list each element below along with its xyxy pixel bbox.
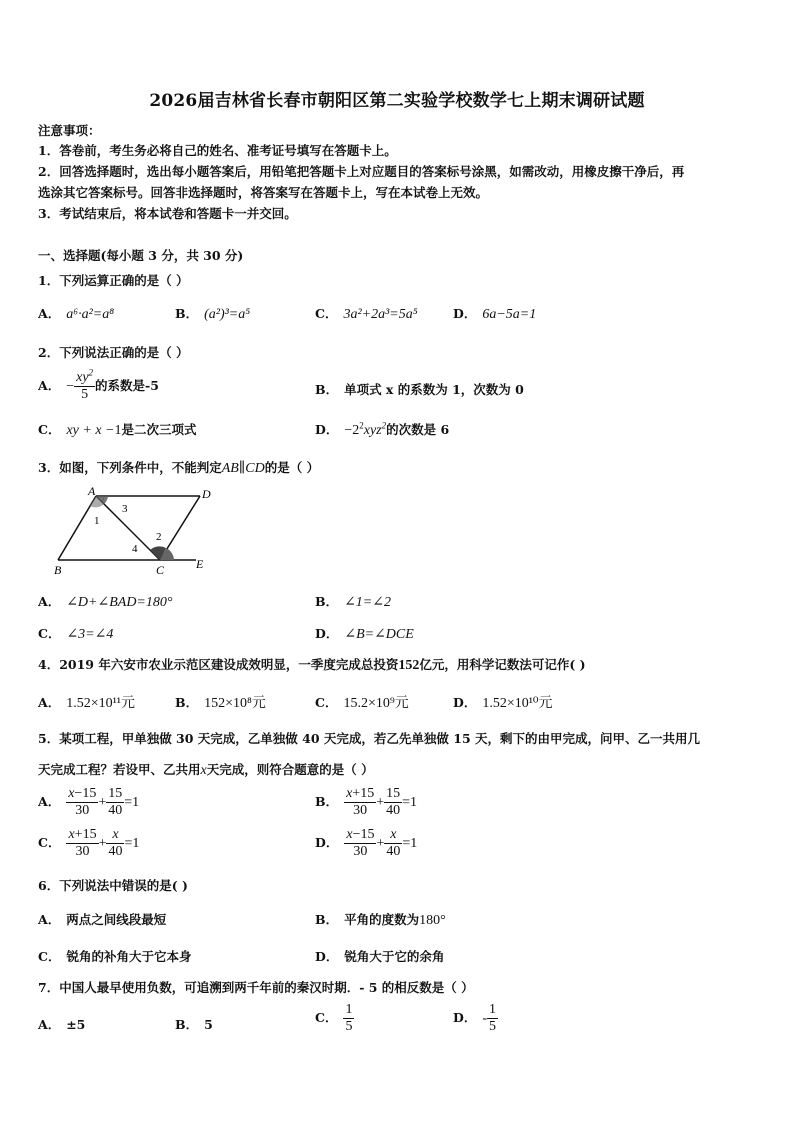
question-5-option-c: C． $\frac{x+15}{30}$ + $\frac{x}{40}$ =1 [38,827,140,859]
question-5-option-b: B． $\frac{x+15}{30}$ + $\frac{15}{40}$ =1 [315,786,418,818]
question-7-option-a: A． ±5 [38,1017,86,1032]
question-6-option-d: D． 锐角大于它的余角 [315,949,445,964]
option-d-text: 的次数是 6 [386,422,450,437]
question-1-option-b [175,304,250,323]
question-5-stem-line-2: 天完成工程？若设甲、乙共用x天完成，则符合题意的是（ ） [38,762,374,778]
question-2-option-b: B． 单项式 x 的系数为 1，次数为 0 [315,382,524,397]
question-5-stem-line-1: 5．某项工程，甲单独做 30 天完成，乙单独做 40 天完成，若乙先单独做 15 天，剩下的由甲完成，问甲、乙一共用几 [38,731,700,746]
notice-item-2-cont: 选涂其它答案标号。回答非选择题时，将答案写在答题卡上，写在本试卷上无效。 [38,185,489,200]
option-c-formula: 3a²+2a³=5a⁵ [343,307,418,322]
question-1-option-c [315,304,418,323]
question-5-option-a: A． $\frac{x-15}{30}$ + $\frac{15}{40}$ =1 [38,786,140,818]
fraction-xy2-over-5: $\frac{xy^2}{5}$ [76,367,94,402]
question-4-option-c: C． 15.2×10⁹元 [315,695,409,711]
question-4-option-a: A． 1.52×10¹¹元 [38,695,135,711]
angle-label-3: 3 [122,503,128,515]
question-6-stem: 6．下列说法中错误的是( ) [38,878,188,893]
notice-item-3: 3．考试结束后，将本试卷和答题卡一并交回。 [38,206,297,221]
question-1-option-a [38,304,114,323]
question-3-option-b: B． ∠1=∠2 [315,594,391,610]
question-2-option-d: D． $-2^2xyz^2$的次数是 6 [315,420,450,438]
question-1-stem: 1．下列运算正确的是（ ） [38,273,189,288]
section-heading: 一、选择题(每小题 3 分，共 30 分) [38,248,244,263]
option-label: A． [38,306,61,321]
question-4-stem: 4．2019 年六安市农业示范区建设成效明显，一季度完成总投资152亿元，用科学记数法可记作( ) [38,657,586,673]
vertex-label-c: C [156,563,165,577]
question-7-stem: 7．中国人最早使用负数，可追溯到两千年前的秦汉时期．- 5 的相反数是（ ） [38,980,474,995]
option-a-text: 的系数是-5 [95,378,159,393]
angle-label-1: 1 [94,515,100,527]
vertex-label-d: D [202,487,211,501]
point-label-e: E [196,557,204,571]
vertex-label-b: B [54,563,62,577]
question-7-option-b: B． 5 [175,1017,213,1032]
question-1-option-d [453,304,536,323]
option-d-formula: 6a−5a=1 [482,307,537,322]
question-3-option-d: D． ∠B=∠DCE [315,626,414,642]
page-title: 2026届吉林省长春市朝阳区第二实验学校数学七上期末调研试题 [149,91,645,111]
notice-item-2: 2．回答选择题时，选出每小题答案后，用铅笔把答题卡上对应题目的答案标号涂黑，如需改动，用橡皮擦干净后，再 [38,164,685,179]
question-3-option-a: A． ∠D+∠BAD=180° [38,594,173,610]
fraction-one-fifth: $\frac{1}{5}$ [345,1002,353,1034]
question-4-option-b: B． 152×10⁸元 [175,695,266,711]
option-c-text: 是二次三项式 [121,422,197,437]
notice-item-1: 1．答卷前，考生务必将自己的姓名、准考证号填写在答题卡上。 [38,143,397,158]
question-2-stem: 2．下列说法正确的是（ ） [38,345,189,360]
option-b-formula: (a²)³=a⁵ [204,307,251,322]
option-label: D． [453,306,477,321]
question-3-stem: 3．如图，下列条件中，不能判定AB∥CD的是（ ） [38,460,320,476]
question-4-option-d: D． 1.52×10¹⁰元 [453,695,553,711]
question-7-option-c: C． $\frac{1}{5}$ [315,1002,353,1034]
question-6-option-a: A． 两点之间线段最短 [38,912,167,927]
angle-label-4: 4 [132,543,138,555]
question-6-option-b: B． 平角的度数为180° [315,912,446,928]
question-2-option-a: A． − $\frac{xy^2}{5}$ 的系数是-5 [38,367,159,402]
question-6-option-c: C． 锐角的补角大于它本身 [38,949,192,964]
option-b-text: 单项式 x 的系数为 1，次数为 0 [344,382,524,397]
option-label: C． [315,306,338,321]
question-3-option-c: C． ∠3=∠4 [38,626,114,642]
fraction-one-fifth: $\frac{1}{5}$ [489,1002,497,1034]
vertex-label-a: A [88,484,96,498]
option-a-formula: a⁶·a²=a⁸ [66,307,115,322]
question-2-option-c: C． xy + x −1是二次三项式 [38,422,197,438]
parallelogram-diagram [46,484,226,578]
question-7-option-d: D． - $\frac{1}{5}$ [453,1002,497,1034]
question-5-option-d: D． $\frac{x-15}{30}$ + $\frac{x}{40}$ =1 [315,827,418,859]
angle-label-2: 2 [156,531,162,543]
option-label: B． [175,306,199,321]
notice-heading: 注意事项： [38,123,101,138]
